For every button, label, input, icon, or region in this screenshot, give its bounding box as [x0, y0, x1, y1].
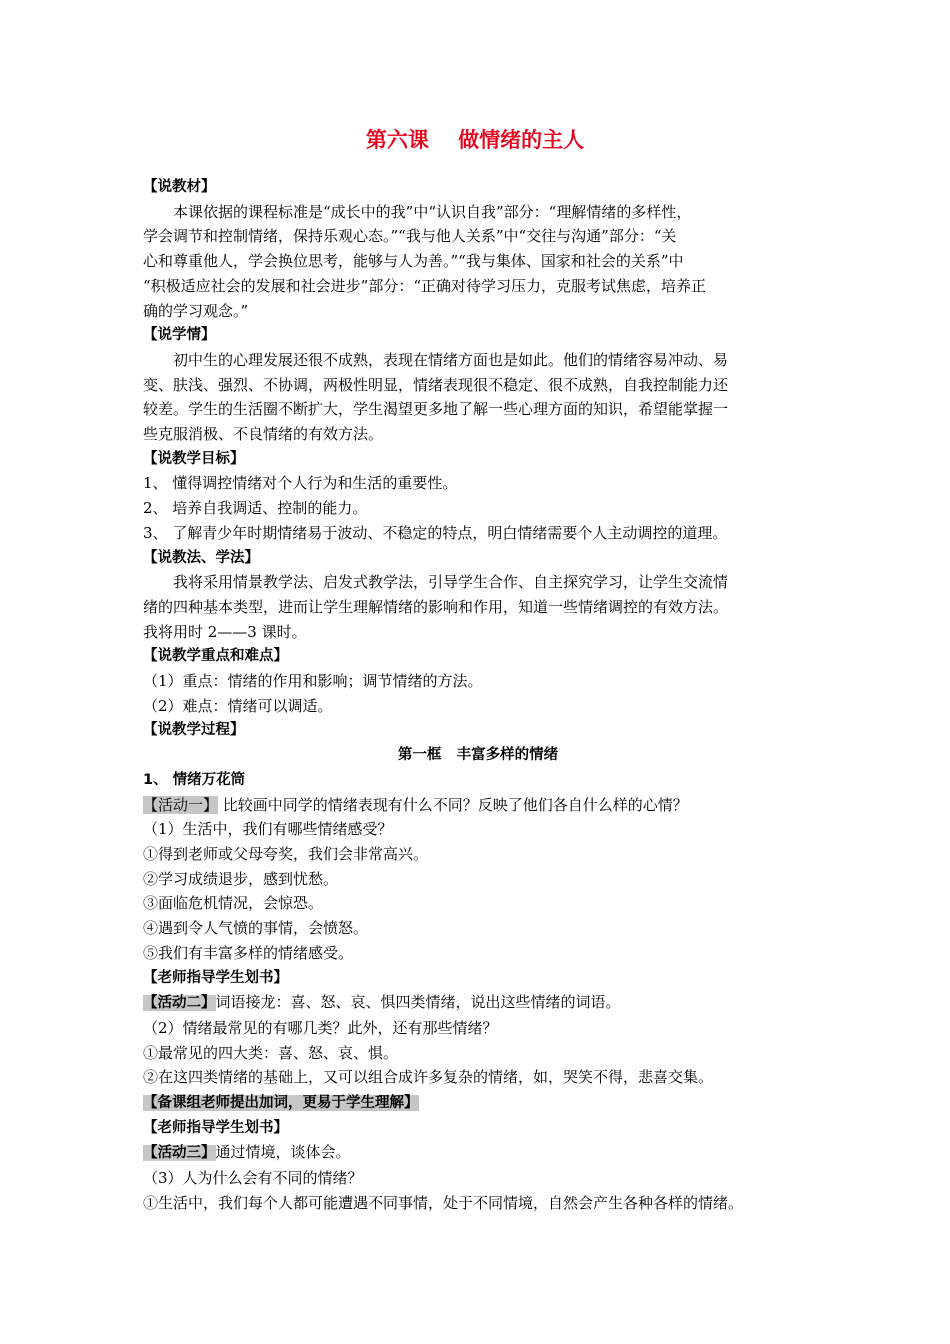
document-title: 第六课 做情绪的主人	[365, 128, 585, 152]
material-line: 本课依据的课程标准是“成长中的我”中“认识自我”部分：“理解情绪的多样性，	[173, 202, 692, 221]
methods-line: 我将采用情景教学法、启发式教学法，引导学生合作、自主探究学习，让学生交流情	[173, 573, 729, 592]
keypoint-item: （1）重点：情绪的作用和影响；调节情绪的方法。	[143, 672, 483, 691]
activity-tag: 【活动一】	[143, 795, 219, 814]
activity-tag: 【活动三】	[143, 1145, 216, 1162]
keypoint-item: （2）难点：情绪可以调适。	[143, 696, 333, 715]
material-line: 学会调节和控制情绪，保持乐观心态。”“我与他人关系”中“交往与沟通”部分：“关	[143, 227, 677, 246]
goal-item: 1、 懂得调控情绪对个人行为和生活的重要性。	[143, 474, 458, 493]
group-note-line	[143, 1090, 813, 1116]
material-line: 确的学习观念。”	[143, 301, 249, 320]
activity-detail-line: ⑤我们有丰富多样的情绪感受。	[143, 943, 354, 962]
students-line: 初中生的心理发展还很不成熟，表现在情绪方面也是如此。他们的情绪容易冲动、易	[173, 350, 729, 369]
material-line: 心和尊重他人，学会换位思考，能够与人为善。”“我与集体、国家和社会的关系”中	[143, 252, 684, 271]
document-body	[143, 175, 813, 1216]
teacher-guide-note: 【老师指导学生划书】	[143, 969, 288, 986]
activity-text: 词语接龙：喜、怒、哀、惧四类情绪，说出这些情绪的词语。	[215, 993, 621, 1012]
students-line: 较差。学生的生活圈不断扩大，学生渴望更多地了解一些心理方面的知识，希望能掌握一	[143, 400, 729, 419]
item-title: 1、 情绪万花筒	[143, 771, 246, 788]
activity-line	[143, 990, 813, 1016]
activity-detail-line: ②学习成绩退步，感到忧愁。	[143, 869, 339, 888]
section-heading-students: 【说学情】	[143, 327, 216, 344]
activity-detail-line: ①生活中，我们每个人都可能遭遇不同事情，处于不同情境，自然会产生各种各样的情绪。	[143, 1193, 744, 1212]
activity-detail-line: （2）情绪最常见的有哪几类？此外，还有那些情绪？	[143, 1018, 498, 1037]
section-heading-process: 【说教学过程】	[143, 722, 245, 739]
section-heading-material: 【说教材】	[143, 179, 216, 195]
activity-detail-line: ④遇到令人气愤的事情，会愤怒。	[143, 919, 369, 938]
material-line: “积极适应社会的发展和社会进步”部分：“正确对待学习压力，克服考试焦虑，培养正	[143, 276, 707, 295]
activity-line	[143, 1140, 813, 1166]
activity-detail-line: （1）生活中，我们有哪些情绪感受？	[143, 820, 393, 839]
methods-line: 绪的四种基本类型，进而让学生理解情绪的影响和作用，知道一些情绪调控的有效方法。	[143, 597, 729, 616]
frame-title: 第一框 丰富多样的情绪	[397, 747, 559, 764]
activity-detail-line: ①得到老师或父母夸奖，我们会非常高兴。	[143, 844, 429, 863]
activity-detail-line: ①最常见的四大类：喜、怒、哀、惧。	[143, 1043, 399, 1062]
section-heading-methods: 【说教法、学法】	[143, 549, 259, 566]
section-heading-goals: 【说教学目标】	[143, 450, 245, 467]
group-note: 【备课组老师提出加词，更易于学生理解】	[143, 1095, 419, 1112]
activity-line	[143, 793, 813, 818]
goal-item: 2、 培养自我调适、控制的能力。	[143, 499, 368, 518]
goal-item: 3、 了解青少年时期情绪易于波动、不稳定的特点，明白情绪需要个人主动调控的道理。	[143, 523, 728, 542]
activity-detail-line: （3）人为什么会有不同的情绪？	[143, 1169, 363, 1188]
students-line: 些克服消极、不良情绪的有效方法。	[143, 425, 384, 444]
activity-text: 比较画中同学的情绪表现有什么不同？反映了他们各自什么样的心情？	[218, 795, 688, 814]
students-line: 变、肤浅、强烈、不协调，两极性明显，情绪表现很不稳定、很不成熟，自我控制能力还	[143, 375, 729, 394]
teacher-guide-note: 【老师指导学生划书】	[143, 1119, 288, 1136]
activity-detail-line: ③面临危机情况，会惊恐。	[143, 894, 324, 913]
section-heading-keypoints: 【说教学重点和难点】	[143, 648, 288, 665]
activity-tag: 【活动二】	[143, 995, 216, 1012]
activity-text: 通过情境，谈体会。	[215, 1143, 351, 1162]
methods-line: 我将用时 2——3 课时。	[143, 622, 307, 641]
activity-detail-line: ②在这四类情绪的基础上，又可以组合成许多复杂的情绪，如，哭笑不得，悲喜交集。	[143, 1068, 714, 1087]
